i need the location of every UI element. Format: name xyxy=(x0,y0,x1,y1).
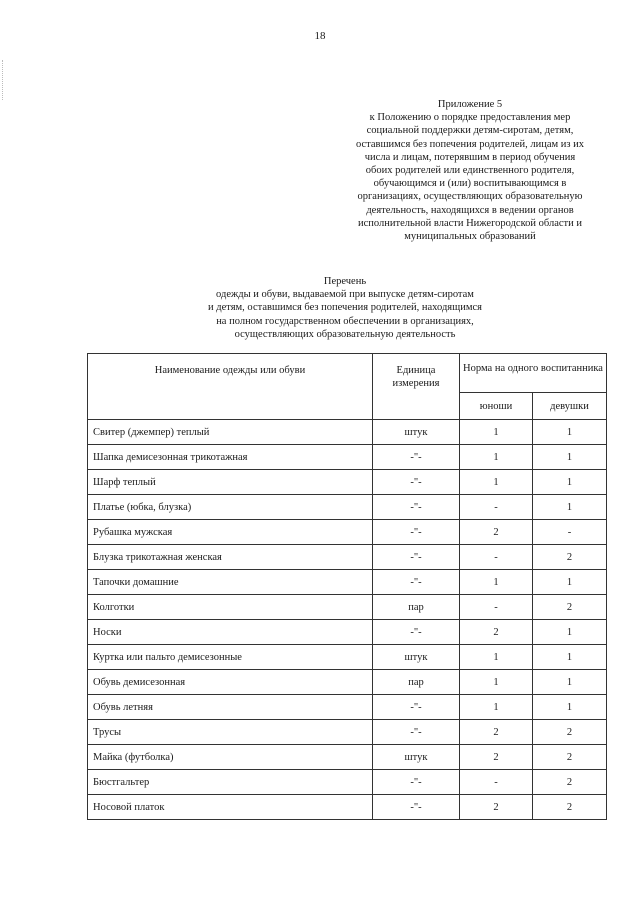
header-boys: юноши xyxy=(460,393,533,420)
cell-unit: -"- xyxy=(373,445,460,470)
cell-unit: -"- xyxy=(373,695,460,720)
cell-unit: -"- xyxy=(373,795,460,820)
cell-girls: 2 xyxy=(533,720,607,745)
cell-girls: 2 xyxy=(533,795,607,820)
cell-girls: 1 xyxy=(533,470,607,495)
cell-name: Шарф теплый xyxy=(88,470,373,495)
table-row xyxy=(88,595,607,620)
cell-boys: 2 xyxy=(460,520,533,545)
cell-unit: -"- xyxy=(373,770,460,795)
table-row xyxy=(88,470,607,495)
cell-boys: - xyxy=(460,595,533,620)
table-row xyxy=(88,795,607,820)
cell-name: Тапочки домашние xyxy=(88,570,373,595)
cell-name: Колготки xyxy=(88,595,373,620)
cell-unit: -"- xyxy=(373,620,460,645)
cell-girls: 1 xyxy=(533,495,607,520)
cell-name: Майка (футболка) xyxy=(88,745,373,770)
header-name: Наименование одежды или обуви xyxy=(88,354,373,420)
cell-unit: пар xyxy=(373,595,460,620)
cell-girls: 1 xyxy=(533,620,607,645)
table-body xyxy=(88,420,607,820)
cell-name: Рубашка мужская xyxy=(88,520,373,545)
appendix-line: обучающимся и (или) воспитывающимся в xyxy=(373,178,567,190)
cell-unit: штук xyxy=(373,420,460,445)
cell-boys: 1 xyxy=(460,570,533,595)
header-unit: Единица измерения xyxy=(373,354,460,420)
cell-unit: -"- xyxy=(373,720,460,745)
table-row xyxy=(88,620,607,645)
cell-unit: -"- xyxy=(373,545,460,570)
cell-boys: 2 xyxy=(460,620,533,645)
list-heading-line: и детям, оставшимся без попечения родителей, находящимся xyxy=(208,302,482,314)
cell-name: Носовой платок xyxy=(88,795,373,820)
table-row xyxy=(88,445,607,470)
cell-name: Трусы xyxy=(88,720,373,745)
cell-boys: 1 xyxy=(460,445,533,470)
appendix-line: социальной поддержки детям-сиротам, детям, xyxy=(366,125,574,137)
cell-name: Шапка демисезонная трикотажная xyxy=(88,445,373,470)
appendix-title: Приложение 5 xyxy=(437,99,503,110)
list-heading-line: на полном государственном обеспечении в организациях, xyxy=(216,315,474,327)
cell-boys: 1 xyxy=(460,695,533,720)
appendix-line: деятельность, находящихся в ведении органов xyxy=(366,204,574,216)
cell-name: Свитер (джемпер) теплый xyxy=(88,420,373,445)
cell-unit: пар xyxy=(373,670,460,695)
cell-girls: 2 xyxy=(533,595,607,620)
cell-boys: 1 xyxy=(460,645,533,670)
cell-girls: 2 xyxy=(533,545,607,570)
cell-girls: 1 xyxy=(533,570,607,595)
table-row xyxy=(88,420,607,445)
cell-unit: штук xyxy=(373,745,460,770)
cell-girls: 1 xyxy=(533,695,607,720)
appendix-line: к Положению о порядке предоставления мер xyxy=(369,112,571,124)
clothing-norms-table xyxy=(87,353,607,820)
cell-boys: 2 xyxy=(460,795,533,820)
header-norm: Норма на одного воспитанника xyxy=(460,354,607,393)
table-row xyxy=(88,720,607,745)
cell-name: Блузка трикотажная женская xyxy=(88,545,373,570)
cell-name: Куртка или пальто демисезонные xyxy=(88,645,373,670)
cell-boys: - xyxy=(460,770,533,795)
appendix-block xyxy=(320,98,620,243)
cell-girls: 1 xyxy=(533,670,607,695)
cell-girls: 1 xyxy=(533,645,607,670)
cell-name: Носки xyxy=(88,620,373,645)
list-heading-title: Перечень xyxy=(323,276,367,287)
cell-unit: -"- xyxy=(373,470,460,495)
list-heading-line: осуществляющих образовательную деятельность xyxy=(234,328,456,340)
page-number: 18 xyxy=(314,30,326,42)
cell-name: Обувь демисезонная xyxy=(88,670,373,695)
cell-boys: 2 xyxy=(460,720,533,745)
cell-unit: -"- xyxy=(373,495,460,520)
cell-boys: 1 xyxy=(460,670,533,695)
table-row xyxy=(88,645,607,670)
cell-unit: штук xyxy=(373,645,460,670)
appendix-line: исполнительной власти Нижегородской области и xyxy=(358,217,582,229)
cell-girls: 1 xyxy=(533,445,607,470)
cell-boys: - xyxy=(460,495,533,520)
cell-girls: 1 xyxy=(533,420,607,445)
list-heading xyxy=(150,275,540,341)
table-row xyxy=(88,770,607,795)
table-row xyxy=(88,520,607,545)
list-heading-line: одежды и обуви, выдаваемой при выпуске детям-сиротам xyxy=(216,289,474,301)
appendix-line: оставшимся без попечения родителей, лицам из их xyxy=(355,138,585,150)
cell-name: Обувь летняя xyxy=(88,695,373,720)
appendix-line: числа и лицам, потерявшим в период обучения xyxy=(364,151,576,163)
appendix-line: организациях, осуществляющих образовательную xyxy=(357,191,583,203)
table-row xyxy=(88,745,607,770)
cell-boys: - xyxy=(460,545,533,570)
header-girls: девушки xyxy=(533,393,607,420)
appendix-line: муниципальных образований xyxy=(404,231,536,243)
cell-unit: -"- xyxy=(373,570,460,595)
cell-name: Платье (юбка, блузка) xyxy=(88,495,373,520)
table-row xyxy=(88,695,607,720)
cell-boys: 1 xyxy=(460,470,533,495)
cell-girls: - xyxy=(533,520,607,545)
scan-margin-mark xyxy=(2,60,4,100)
cell-boys: 2 xyxy=(460,745,533,770)
cell-unit: -"- xyxy=(373,520,460,545)
cell-boys: 1 xyxy=(460,420,533,445)
cell-name: Бюстгальтер xyxy=(88,770,373,795)
cell-girls: 2 xyxy=(533,745,607,770)
cell-girls: 2 xyxy=(533,770,607,795)
table-row xyxy=(88,670,607,695)
table-row xyxy=(88,545,607,570)
table-row xyxy=(88,495,607,520)
table-row xyxy=(88,570,607,595)
appendix-line: обоих родителей или единственного родителя, xyxy=(365,165,575,177)
